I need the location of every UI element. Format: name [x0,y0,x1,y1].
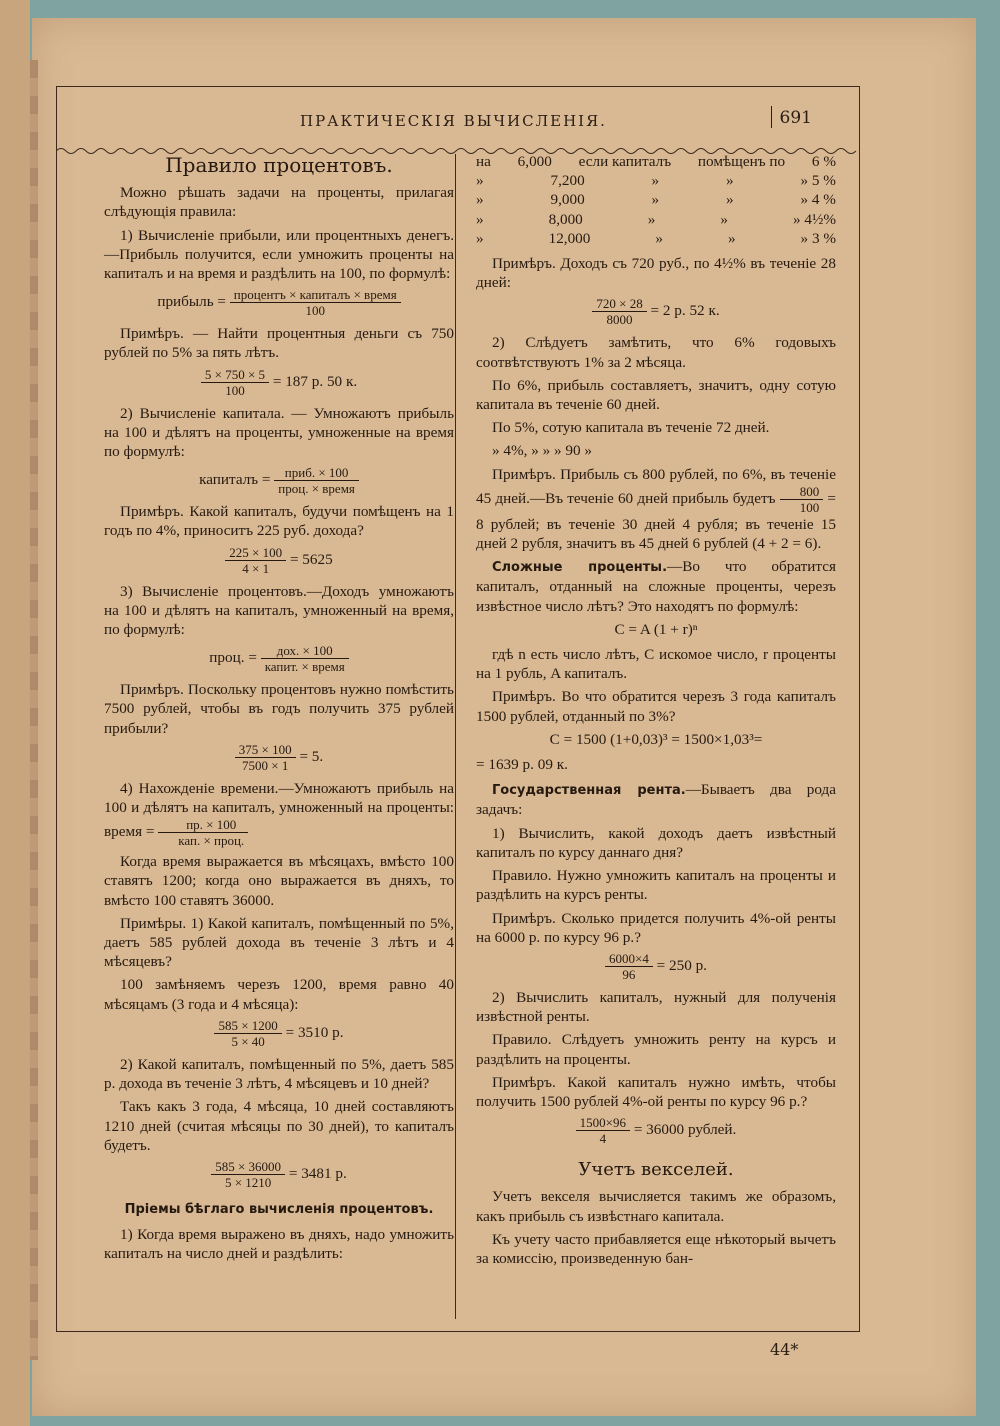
rule: Правило. Слѣдуетъ умножить ренту на курсъ и раздѣлить на проценты. [476,1031,836,1068]
table-cell: 7,200 [550,172,585,190]
table-cell: » 3 % [800,229,836,247]
table-cell: » [476,229,484,247]
table-cell: » 5 % [800,172,836,190]
example: 2) Какой капиталъ, помѣщенный по 5%, даетъ 585 р. дохода въ теченіе 3 лѣтъ, 4 мѣсяцевъ и 10 дней? [104,1055,454,1093]
formula: $\frac{585 \times 36000}{5 \times 1210}$ = 3481 р. [104,1159,454,1190]
table-cell: » [651,191,660,209]
paragraph: Можно рѣшать задачи на проценты, прилагая слѣдующія правила: [104,184,454,221]
book-edge [0,0,30,1426]
formula: прибыль = процентъ × капиталъ × время 100 [104,287,454,318]
example: Примѣръ. — Найти процентныя деньги съ 750 рублей по 5% за пять лѣтъ. [104,325,454,362]
table-row [476,229,836,248]
rate-table [476,152,836,248]
left-column [104,148,454,1268]
formula: $\frac{1500\times 96}{4}$ = 36000 рублей. [476,1115,836,1146]
table-cell: » [720,210,728,228]
table-row [476,171,836,190]
table-cell: 6 % [811,153,836,170]
table-cell: » [476,210,484,228]
table-cell: на [476,153,491,170]
table-row [476,152,836,171]
example: Примѣръ. Сколько придется получить 4%-ой ренты на 6000 р. по курсу 96 р.? [476,909,836,946]
paragraph: 1) Вычислить, какой доходъ даетъ извѣстный капиталъ по курсу даннаго дня? [476,824,836,861]
header-rule [771,106,772,128]
paragraph: Сложные проценты.—Во что обратится капиталъ, отданный на сложные проценты, черезъ извѣстное число лѣтъ? Это находятъ по формулѣ: [476,558,836,615]
paragraph: Государственная рента.—Бываетъ два рода задачъ: [476,781,837,819]
table-cell: » [647,210,656,228]
table-cell: » [726,191,734,209]
formula: C = 1500 (1+0,03)³ = 1500×1,03³= [549,730,763,748]
paragraph: 1) Когда время выражено въ дняхъ, надо умножить капиталъ на число дней и раздѣлить: [104,1226,454,1263]
paragraph: 100 замѣняемъ черезъ 1200, время равно 40 мѣсяцамъ (3 года и 4 мѣсяца): [104,976,454,1013]
example: Примѣръ. Поскольку процентовъ нужно помѣстить 7500 рублей, чтобы въ годъ получить 375 рублей прибыли? [104,681,454,737]
subsection-heading: Пріемы бѣглаго вычисленія процентовъ. [124,1201,434,1217]
formula: проц. = дох. × 100 капит. × время [104,643,454,674]
table-cell: 6,000 [517,153,552,170]
section-heading: Правило процентовъ. [165,153,393,177]
paragraph: 1) Вычисленіе прибыли, или процентныхъ денегъ.—Прибыль получится, если умножить проценты на капиталъ и на время и раздѣлить на 100, по формулѣ: [104,226,454,283]
example: Примѣръ. Прибыль съ 800 рублей, по 6%, въ теченіе 45 дней.—Въ теченіе 60 дней прибыль будетъ $\frac{800}{100}$ = 8 рублей; въ теченіе 30 дней 4 рубля; въ теченіе 15 дней 2 рубля, значитъ въ 45 дней 6 рублей (4 + 2 = 6). [476,465,836,553]
formula: $\frac{585 \times 1200}{5 \times 40}$ = 3510 р. [104,1018,454,1049]
rule: Правило. Нужно умножить капиталъ на проценты и раздѣлить на курсъ ренты. [476,867,836,904]
table-cell: » [476,191,484,209]
paragraph: 4) Нахожденіе времени.—Умножаютъ прибыль на 100 и дѣлятъ на капиталъ, умноженный на проценты: время = пр. × 100 кап. × проц. [104,779,454,849]
section-heading: Учетъ векселей. [578,1159,734,1181]
formula: = 1639 р. 09 к. [476,756,568,774]
paragraph: гдѣ n есть число лѣтъ, C искомое число, r проценты на 1 рубль, A капиталъ. [476,646,836,683]
example: Примѣръ. Доходъ съ 720 руб., по 4½% въ теченіе 28 дней: [476,255,836,292]
table-cell: » [655,229,663,247]
table-cell: » [651,172,660,190]
column-divider [455,154,456,1319]
table-row [476,190,836,209]
table-cell: 12,000 [548,229,591,247]
formula: C = A (1 + r)ⁿ [614,620,698,638]
paragraph: » 4%, » » » 90 » [492,442,592,460]
running-header [56,92,858,130]
paragraph: Такъ какъ 3 года, 4 мѣсяца, 10 дней составляютъ 1210 дней (считая мѣсяцы по 30 дней), то капиталъ будетъ. [104,1098,454,1154]
example: Примѣръ. Какой капиталъ нужно имѣть, чтобы получить 1500 рублей 4%-ой ренты по курсу 96 р.? [476,1073,836,1110]
paragraph: По 5%, сотую капитала въ теченіе 72 дней. [492,419,770,437]
signature-mark: 44* [770,1340,799,1359]
table-cell: » [726,172,734,190]
formula: $\frac{375 \times 100}{7500 \times 1}$ = 5. [104,742,454,773]
paragraph: 2) Вычисленіе капитала. — Умножаютъ прибыль на 100 и дѣлятъ на проценты, умноженные на время по формулѣ: [104,404,454,461]
paragraph: Когда время выражается въ мѣсяцахъ, вмѣсто 100 ставятъ 1200; когда оно выражается въ дняхъ, то вмѣсто 100 ставятъ 36000. [104,853,454,909]
table-cell: помѣщенъ по [697,153,786,170]
table-cell: » [476,172,484,190]
paragraph: По 6%, прибыль составляетъ, значитъ, одну сотую капитала въ теченіе 60 дней. [476,376,836,414]
formula: $\frac{225 \times 100}{4 \times 1}$ = 5625 [104,545,454,576]
formula: капиталъ = приб. × 100 проц. × время [104,465,454,496]
page-number: 691 [779,108,812,128]
table-cell: » 4½% [792,210,836,228]
table-cell: если капиталъ [578,153,672,170]
table-cell: » [727,229,736,247]
example: Примѣръ. Во что обратится черезъ 3 года капиталъ 1500 рублей, отданный по 3%? [476,688,836,725]
paragraph: 2) Вычислить капиталъ, нужный для полученія извѣстной ренты. [476,988,836,1026]
example: Примѣры. 1) Какой капиталъ, помѣщенный по 5%, даетъ 585 рублей дохода въ теченіе 3 лѣтъ и 4 мѣсяцевъ? [104,914,454,971]
right-column [476,148,836,1272]
table-row [476,210,836,229]
formula: $\frac{5 \times 750 \times 5}{100}$ = 187 р. 50 к. [104,367,454,398]
header-title: ПРАКТИЧЕСКІЯ ВЫЧИСЛЕНІЯ. [300,112,607,130]
paragraph: 3) Вычисленіе процентовъ.—Доходъ умножаютъ на 100 и дѣлятъ на капиталъ, умноженный на время, по формулѣ: [104,582,454,639]
example: Примѣръ. Какой капиталъ, будучи помѣщенъ на 1 годъ по 4%, приноситъ 225 руб. дохода? [104,503,454,540]
table-cell: 9,000 [550,191,585,209]
paragraph: 2) Слѣдуетъ замѣтить, что 6% годовыхъ соотвѣтствуютъ 1% за 2 мѣсяца. [476,334,836,371]
paragraph: Учетъ векселя вычисляется такимъ же образомъ, какъ прибыль съ извѣстнаго капитала. [476,1188,836,1225]
formula: $\frac{6000\times 4}{96}$ = 250 р. [476,951,836,982]
paragraph: Къ учету часто прибавляется еще нѣкоторый вычетъ за комиссію, произведенную бан- [476,1230,836,1267]
formula: $\frac{720 \times 28}{8000}$ = 2 р. 52 к. [476,296,836,327]
table-cell: » 4 % [800,191,836,209]
binding-edge [30,60,38,1360]
table-cell: 8,000 [548,210,583,228]
